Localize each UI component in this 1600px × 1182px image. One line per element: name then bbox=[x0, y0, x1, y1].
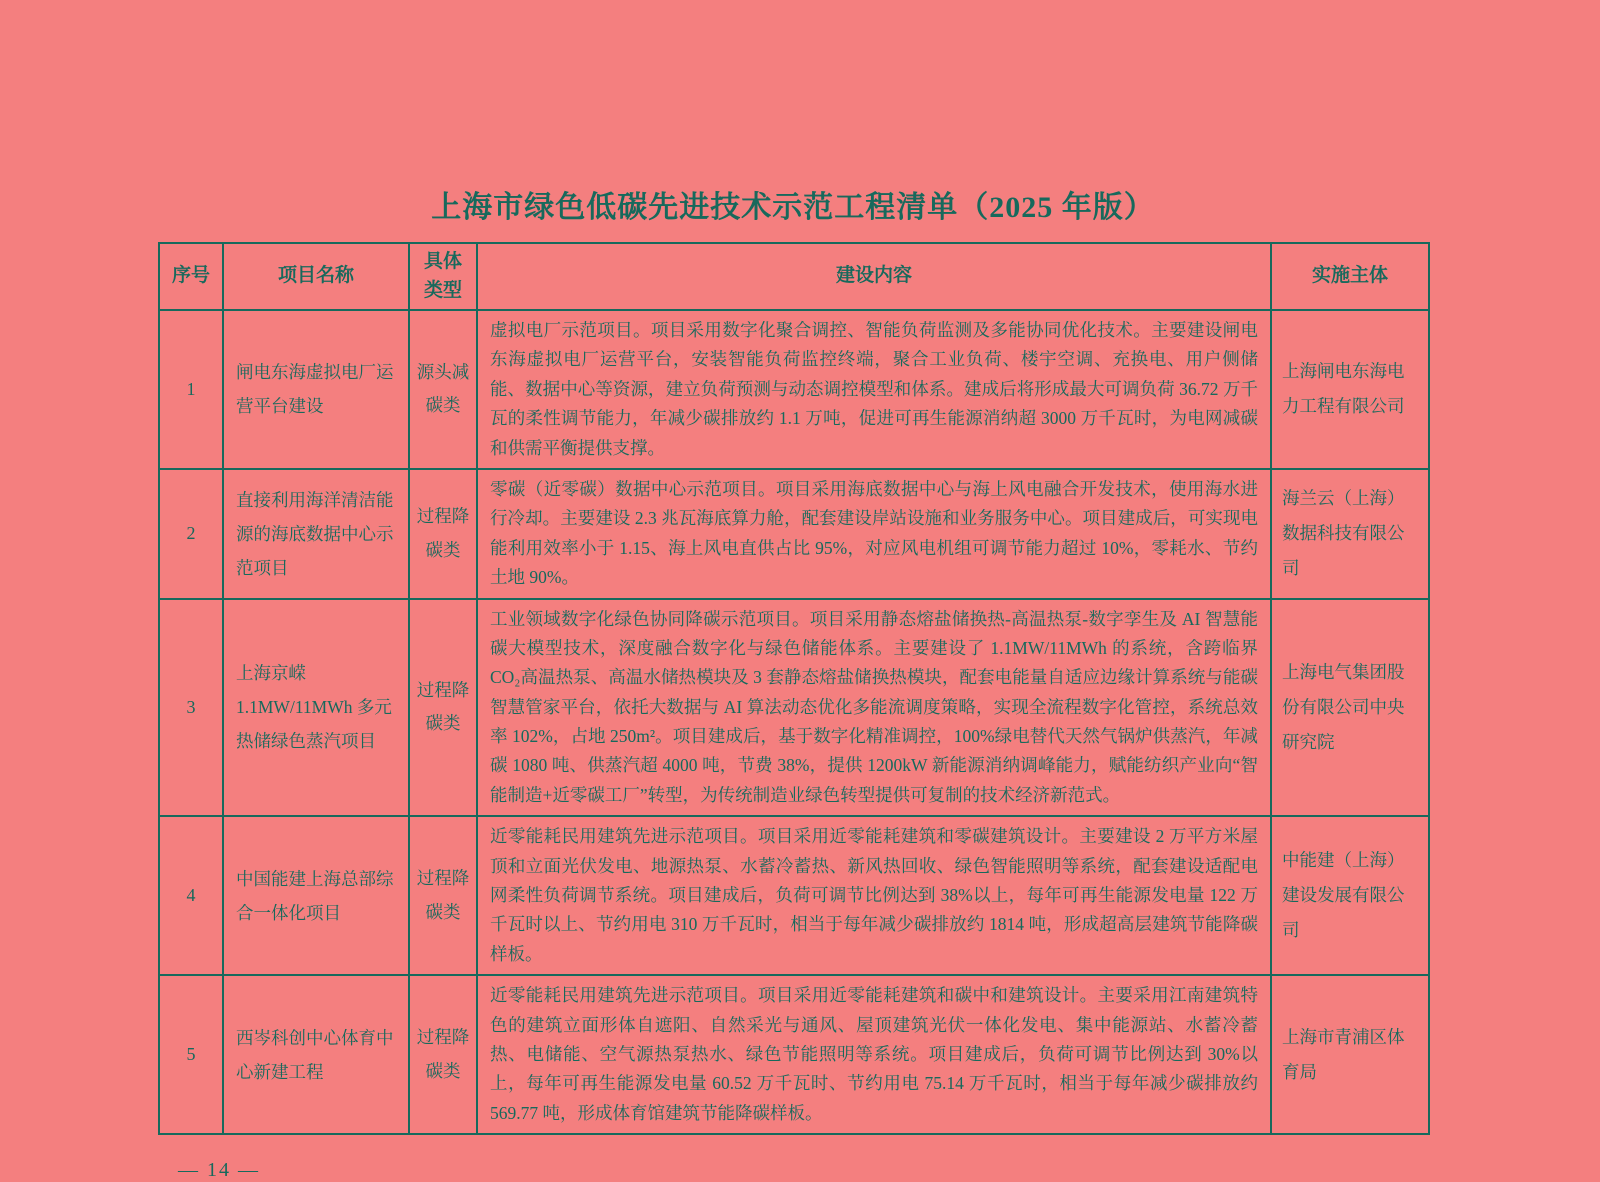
page-title: 上海市绿色低碳先进技术示范工程清单（2025 年版） bbox=[431, 191, 1155, 224]
project-entity: 中能建（上海）建设发展有限公司 bbox=[1271, 816, 1429, 975]
project-type: 过程降碳类 bbox=[409, 975, 477, 1134]
project-name: 中国能建上海总部综合一体化项目 bbox=[223, 816, 409, 975]
table-row bbox=[159, 816, 1429, 975]
project-content: 近零能耗民用建筑先进示范项目。项目采用近零能耗建筑和零碳建筑设计。主要建设 2 万平方米屋顶和立面光伏发电、地源热泵、水蓄冷蓄热、新风热回收、绿色智能照明等系统，配套建设适配电网柔性负荷调节系统。项目建成后，负荷可调节比例达到 38%以上，每年可再生能源发电量 122 万千瓦时以上、节约用电 310 万千瓦时，相当于每年减少碳排放约 1814 吨，形成超高层建筑节能降碳样板。 bbox=[477, 816, 1271, 975]
header-entity: 实施主体 bbox=[1271, 243, 1429, 310]
page-number: — 14 — bbox=[178, 1159, 260, 1182]
projects-table bbox=[158, 242, 1430, 1135]
header-project-name: 项目名称 bbox=[223, 243, 409, 310]
project-type: 源头减碳类 bbox=[409, 310, 477, 469]
project-entity: 上海电气集团股份有限公司中央研究院 bbox=[1271, 599, 1429, 817]
project-entity: 上海闸电东海电力工程有限公司 bbox=[1271, 310, 1429, 469]
project-name: 闸电东海虚拟电厂运营平台建设 bbox=[223, 310, 409, 469]
table-row bbox=[159, 469, 1429, 599]
project-type: 过程降碳类 bbox=[409, 816, 477, 975]
project-type: 过程降碳类 bbox=[409, 469, 477, 599]
project-name: 西岑科创中心体育中心新建工程 bbox=[223, 975, 409, 1134]
row-no: 5 bbox=[159, 975, 223, 1134]
header-no: 序号 bbox=[159, 243, 223, 310]
row-no: 2 bbox=[159, 469, 223, 599]
project-type: 过程降碳类 bbox=[409, 599, 477, 817]
row-no: 3 bbox=[159, 599, 223, 817]
project-name: 上海京嵘 1.1MW/11MWh 多元热储绿色蒸汽项目 bbox=[223, 599, 409, 817]
row-no: 1 bbox=[159, 310, 223, 469]
table-row bbox=[159, 599, 1429, 817]
project-entity: 海兰云（上海）数据科技有限公司 bbox=[1271, 469, 1429, 599]
project-name: 直接利用海洋清洁能源的海底数据中心示范项目 bbox=[223, 469, 409, 599]
row-no: 4 bbox=[159, 816, 223, 975]
project-content: 虚拟电厂示范项目。项目采用数字化聚合调控、智能负荷监测及多能协同优化技术。主要建设闸电东海虚拟电厂运营平台，安装智能负荷监控终端，聚合工业负荷、楼宇空调、充换电、用户侧储能、数据中心等资源，建立负荷预测与动态调控模型和体系。建成后将形成最大可调负荷 36.72 万千瓦的柔性调节能力，年减少碳排放约 1.1 万吨，促进可再生能源消纳超 3000 万千瓦时，为电网减碳和供需平衡提供支撑。 bbox=[477, 310, 1271, 469]
project-content: 零碳（近零碳）数据中心示范项目。项目采用海底数据中心与海上风电融合开发技术，使用海水进行冷却。主要建设 2.3 兆瓦海底算力舱，配套建设岸站设施和业务服务中心。项目建成后，可实现电能利用效率小于 1.15、海上风电直供占比 95%，对应风电机组可调节能力超过 10%，零耗水、节约土地 90%。 bbox=[477, 469, 1271, 599]
header-type: 具体类型 bbox=[409, 243, 477, 310]
table-row bbox=[159, 310, 1429, 469]
project-content: 近零能耗民用建筑先进示范项目。项目采用近零能耗建筑和碳中和建筑设计。主要采用江南建筑特色的建筑立面形体自遮阳、自然采光与通风、屋顶建筑光伏一体化发电、集中能源站、水蓄冷蓄热、电储能、空气源热泵热水、绿色节能照明等系统。项目建成后，负荷可调节比例达到 30%以上，每年可再生能源发电量 60.52 万千瓦时、节约用电 75.14 万千瓦时，相当于每年减少碳排放约 569.77 吨，形成体育馆建筑节能降碳样板。 bbox=[477, 975, 1271, 1134]
header-content: 建设内容 bbox=[477, 243, 1271, 310]
table-row bbox=[159, 975, 1429, 1134]
project-entity: 上海市青浦区体育局 bbox=[1271, 975, 1429, 1134]
document-content bbox=[158, 182, 1428, 1182]
project-content: 工业领域数字化绿色协同降碳示范项目。项目采用静态熔盐储换热-高温热泵-数字孪生及 AI 智慧能碳大模型技术，深度融合数字化与绿色储能体系。主要建设了 1.1MW/11MWh 的系统，含跨临界 CO₂高温热泵、高温水储热模块及 3 套静态熔盐储换热模块，配套电能量自适应边缘计算系统与能碳智慧管家平台，依托大数据与 AI 算法动态优化多能流调度策略，实现全流程数字化管控，系统总效率 102%，占地 250m²。项目建成后，基于数字化精准调控，100%绿电替代天然气锅炉供蒸汽，年减碳 1080 吨、供蒸汽超 4000 吨，节费 38%，提供 1200kW 新能源消纳调峰能力，赋能纺织产业向“智能制造+近零碳工厂”转型，为传统制造业绿色转型提供可复制的技术经济新范式。 bbox=[477, 599, 1271, 817]
table-header-row bbox=[159, 243, 1429, 310]
